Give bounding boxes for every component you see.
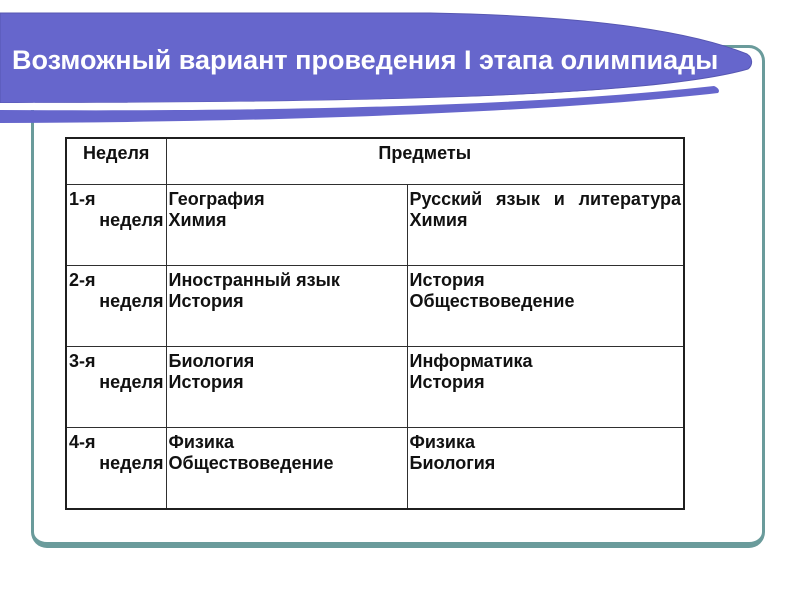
subjects-cell (166, 266, 407, 347)
week-cell (66, 347, 166, 428)
week-number: 2-я (69, 270, 96, 290)
subject: История (168, 291, 244, 311)
subject: Химия (409, 210, 468, 230)
subject: Химия (168, 210, 227, 230)
schedule-table (65, 137, 685, 510)
subjects-cell (166, 347, 407, 428)
subject: Обществоведение (409, 291, 575, 311)
table-row-week4 (66, 428, 684, 510)
subjects-cell (407, 266, 684, 347)
week-cell (66, 266, 166, 347)
subject: История (409, 270, 485, 290)
subject: История (409, 372, 485, 392)
week-number: 1-я (69, 189, 96, 209)
subject: Обществоведение (168, 453, 334, 473)
subject: История (168, 372, 244, 392)
week-word: неделя (99, 210, 164, 230)
week-number: 4-я (69, 432, 96, 452)
subject: Физика (168, 432, 234, 452)
week-word: неделя (99, 453, 164, 473)
subjects-cell (407, 185, 684, 266)
week-word: неделя (99, 372, 164, 392)
subject: Биология (409, 453, 496, 473)
week-cell (66, 185, 166, 266)
week-cell (66, 428, 166, 510)
subject: Физика (409, 432, 475, 452)
slide-title: Возможный вариант проведения I этапа олимпиады (12, 45, 719, 75)
subject: Биология (168, 351, 255, 371)
table-row-week1 (66, 185, 684, 266)
week-number: 3-я (69, 351, 96, 371)
subjects-cell (407, 347, 684, 428)
week-word: неделя (99, 291, 164, 311)
header-week: Неделя (66, 138, 166, 185)
subject: География (168, 189, 265, 209)
subjects-cell (166, 428, 407, 510)
subject: Информатика (409, 351, 533, 371)
subjects-cell (166, 185, 407, 266)
header-subjects: Предметы (166, 138, 684, 185)
table-row-week2 (66, 266, 684, 347)
subject: Иностранный язык (168, 270, 340, 290)
subject: Русский язык и литература (409, 189, 681, 209)
subjects-cell (407, 428, 684, 510)
table-header-row (66, 138, 684, 185)
table-row-week3 (66, 347, 684, 428)
